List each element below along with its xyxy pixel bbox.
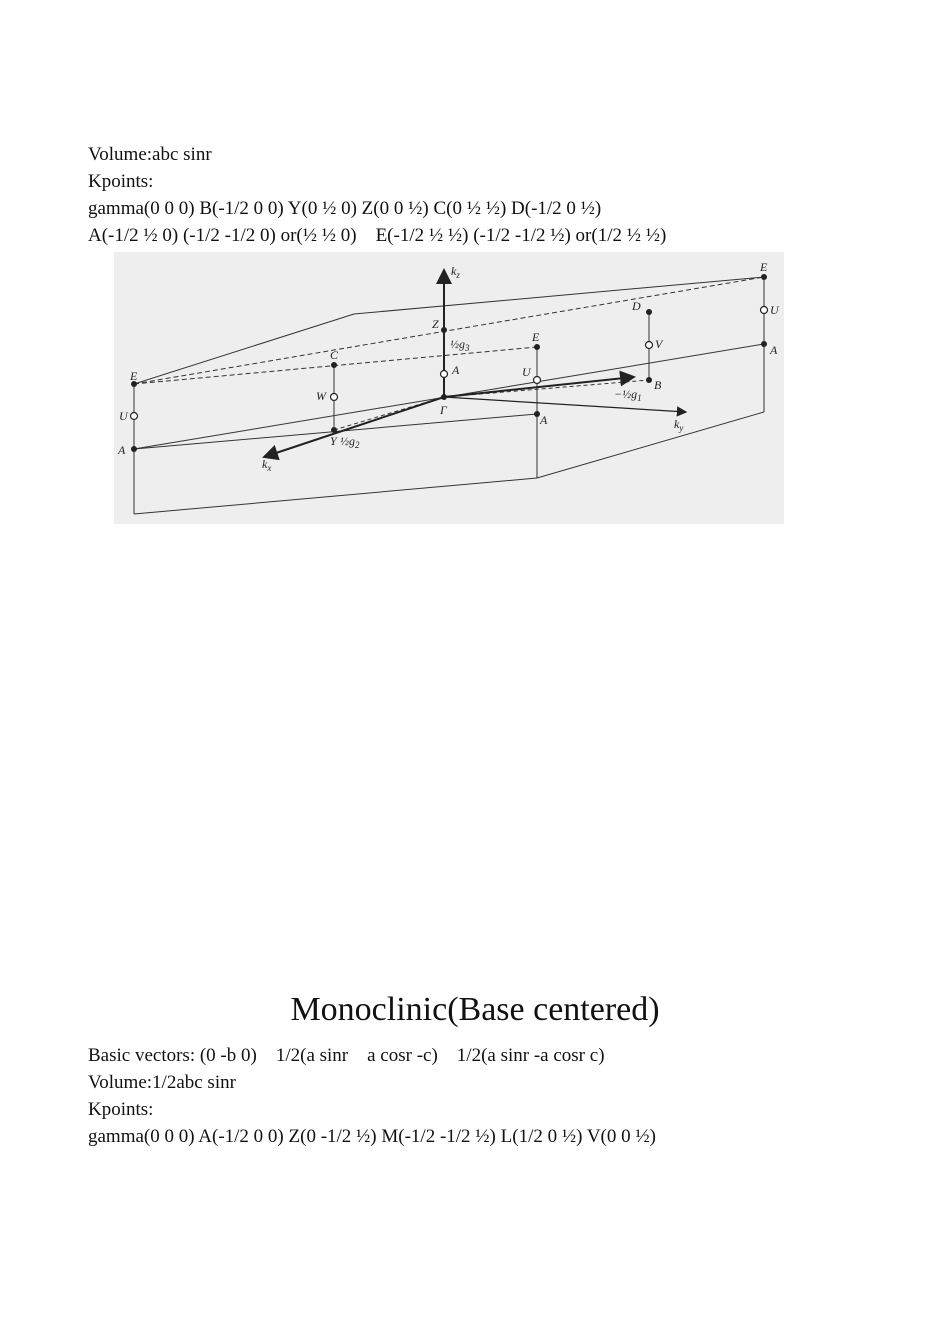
point-c [331, 362, 337, 368]
label-e-left: E [130, 369, 138, 383]
section-heading: Monoclinic(Base centered) [290, 991, 660, 1028]
svg-text:ky [674, 417, 683, 433]
label-u-mid: U [522, 365, 531, 379]
point-e-right [761, 274, 767, 280]
label-kz-sub: z [456, 270, 460, 280]
label-e-mid: E [532, 330, 540, 344]
brillouin-zone-diagram [114, 252, 784, 524]
point-u-left [131, 413, 138, 420]
label-a-center: A [452, 363, 460, 377]
label-u-left: U [119, 409, 128, 423]
point-b [646, 377, 652, 383]
label-ky: k [674, 417, 680, 431]
label-y: Y [330, 434, 337, 448]
kpoints-label-2: Kpoints: [88, 1099, 154, 1120]
point-a-left [131, 446, 137, 452]
label-kz: k [451, 264, 457, 278]
label-g3: ½g [450, 337, 465, 351]
label-c: C [330, 348, 339, 362]
point-u-right [761, 307, 768, 314]
point-w [331, 394, 338, 401]
svg-text:kz [451, 264, 460, 280]
kpoints-line-1: gamma(0 0 0) B(-1/2 0 0) Y(0 ½ 0) Z(0 0 ½) C(0 ½ ½) D(-1/2 0 ½) [88, 198, 602, 219]
label-g1: −½g [614, 387, 638, 401]
label-kx: k [262, 457, 268, 471]
label-gamma: Γ [440, 403, 447, 417]
svg-text:½g2 [340, 434, 360, 450]
point-d [646, 309, 652, 315]
label-z: Z [432, 317, 439, 331]
kpoints-label: Kpoints: [88, 171, 154, 192]
point-a-center [441, 371, 448, 378]
label-e-right: E [760, 260, 768, 274]
point-v [646, 342, 653, 349]
label-a-right: A [770, 343, 778, 357]
label-ky-sub: y [679, 423, 684, 433]
basic-vectors-text: Basic vectors: (0 -b 0) 1/2(a sinr a cosr -c) 1/2(a sinr -a cosr c) [88, 1045, 605, 1066]
point-y [331, 427, 337, 433]
volume-text-2: Volume:1/2abc sinr [88, 1072, 236, 1093]
label-g3-sub: 3 [465, 343, 470, 353]
point-z [441, 327, 447, 333]
label-w: W [316, 389, 326, 403]
point-e-mid [534, 344, 540, 350]
label-g2: ½g [340, 434, 355, 448]
label-a-mid: A [540, 413, 548, 427]
label-d: D [632, 299, 641, 313]
kpoints-line-3: gamma(0 0 0) A(-1/2 0 0) Z(0 -1/2 ½) M(-1/2 -1/2 ½) L(1/2 0 ½) V(0 0 ½) [88, 1126, 656, 1147]
label-v: V [655, 337, 663, 351]
svg-text:−½g1 [614, 387, 642, 403]
label-g1-sub: 1 [637, 393, 642, 403]
brillouin-zone-figure [114, 252, 784, 524]
label-g2-sub: 2 [355, 440, 360, 450]
label-u-right: U [770, 303, 779, 317]
label-kx-sub: x [267, 463, 272, 473]
point-u-mid [534, 377, 541, 384]
kpoints-line-2: A(-1/2 ½ 0) (-1/2 -1/2 0) or(½ ½ 0) E(-1/2 ½ ½) (-1/2 -1/2 ½) or(1/2 ½ ½) [88, 225, 667, 246]
volume-text: Volume:abc sinr [88, 144, 212, 165]
label-b: B [654, 378, 662, 392]
point-gamma [441, 394, 447, 400]
label-a-left: A [118, 443, 126, 457]
svg-text:½g3 [450, 337, 470, 353]
svg-text:kx [262, 457, 271, 473]
point-a-right [761, 341, 767, 347]
